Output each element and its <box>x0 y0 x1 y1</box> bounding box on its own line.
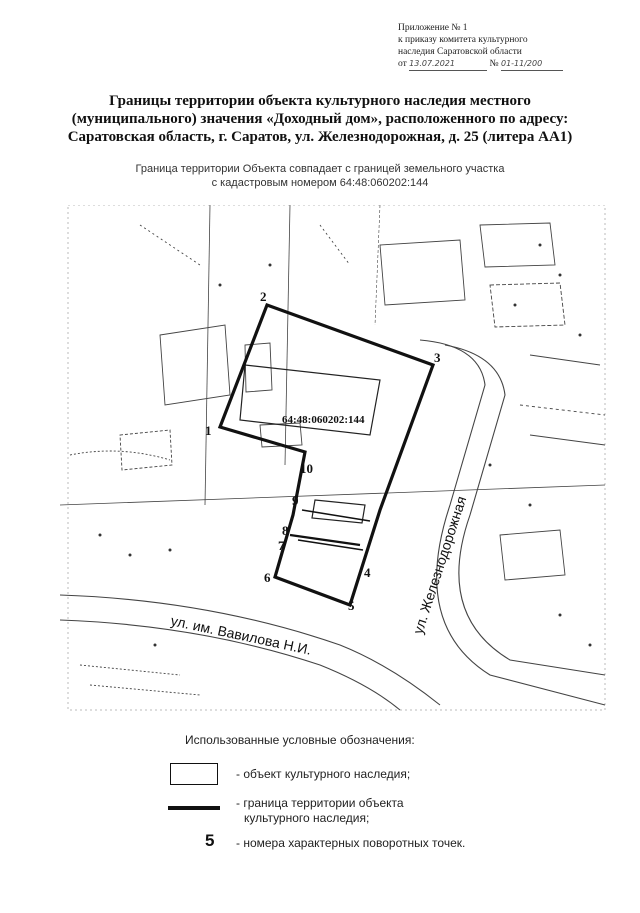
point-label-4: 4 <box>364 565 371 580</box>
legend-item-heritage-object: - объект культурного наследия; <box>236 767 411 781</box>
point-label-8: 8 <box>282 523 289 538</box>
title-line-1: Границы территории объекта культурного наследия местного <box>109 93 531 109</box>
title-line-3: Саратовская область, г. Саратов, ул. Железнодорожная, д. 25 (литера АА1) <box>67 129 573 145</box>
legend-point-number-sample: 5 <box>205 831 215 850</box>
map-background-lines <box>60 205 605 710</box>
legend-item-boundary-line1: - граница территории объекта <box>236 796 404 810</box>
subtitle-line-1: Граница территории Объекта совпадает с границей земельного участка <box>135 163 505 175</box>
point-label-2: 2 <box>260 289 267 304</box>
point-label-10: 10 <box>300 461 313 476</box>
map-svg <box>60 205 610 715</box>
document-subtitle <box>90 162 550 190</box>
appendix-line-1: Приложение № 1 <box>398 23 468 33</box>
appendix-line-2: к приказу комитета культурного <box>398 35 528 45</box>
legend-item-point-numbers: - номера характерных поворотных точек. <box>236 836 466 850</box>
cadastral-number-label: 64:48:060202:144 <box>282 414 365 426</box>
point-label-9: 9 <box>292 493 299 508</box>
point-label-5: 5 <box>348 598 355 613</box>
appendix-line-3: наследия Саратовской области <box>398 47 522 57</box>
document-title <box>40 92 600 146</box>
appendix-number-value: 01-11/200 <box>501 58 563 71</box>
heritage-building-outline <box>240 365 380 523</box>
map-frame <box>68 205 605 710</box>
street-label-zheleznodorozhnaya: ул. Железнодорожная <box>409 494 470 636</box>
street-label-vavilova: ул. им. Вавилова Н.И. <box>169 612 313 658</box>
point-label-3: 3 <box>434 350 441 365</box>
legend-heritage-object-swatch <box>170 763 218 785</box>
legend-title: Использованные условные обозначения: <box>185 733 415 747</box>
appendix-date-value: 13.07.2021 <box>409 58 487 71</box>
survey-marks <box>99 244 592 647</box>
legend-boundary-swatch <box>168 806 220 810</box>
point-label-6: 6 <box>264 570 271 585</box>
point-label-7: 7 <box>278 538 285 553</box>
appendix-block <box>398 22 608 71</box>
title-line-2: (муниципального) значения «Доходный дом», расположенного по адресу: <box>71 111 569 127</box>
territory-boundary <box>220 305 433 605</box>
cadastral-map <box>60 205 610 715</box>
legend-item-boundary <box>236 796 404 826</box>
appendix-date-line <box>398 58 608 71</box>
legend-item-boundary-line2: культурного наследия; <box>244 811 370 825</box>
appendix-from-label: от <box>398 59 407 69</box>
point-label-1: 1 <box>205 423 212 438</box>
subtitle-line-2: с кадастровым номером 64:48:060202:144 <box>211 177 429 189</box>
point-labels <box>205 289 441 613</box>
appendix-number-label: № <box>489 59 499 69</box>
